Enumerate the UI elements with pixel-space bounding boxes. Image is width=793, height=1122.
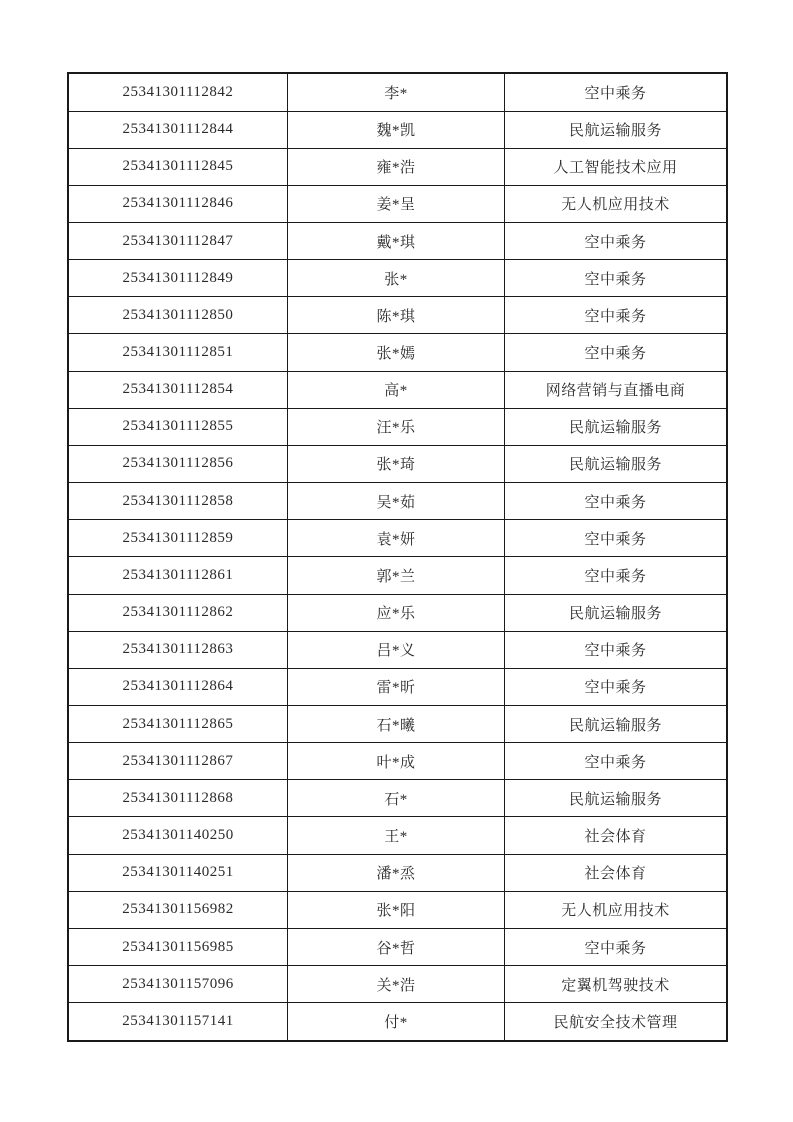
table-row [68, 817, 727, 854]
major-cell: 定翼机驾驶技术 [505, 966, 728, 1003]
candidate-id-cell: 25341301112861 [68, 557, 288, 594]
table-row [68, 73, 727, 111]
candidate-id-cell: 25341301112863 [68, 631, 288, 668]
candidate-id-cell: 25341301112849 [68, 260, 288, 297]
candidate-name-cell: 应*乐 [288, 594, 505, 631]
candidate-id-cell: 25341301112854 [68, 371, 288, 408]
candidate-name-cell: 魏*凯 [288, 111, 505, 148]
candidate-id-cell: 25341301112858 [68, 483, 288, 520]
major-cell: 空中乘务 [505, 743, 728, 780]
major-cell: 人工智能技术应用 [505, 148, 728, 185]
candidate-name-cell: 姜*呈 [288, 185, 505, 222]
candidate-id-cell: 25341301157096 [68, 966, 288, 1003]
major-cell: 空中乘务 [505, 520, 728, 557]
major-cell: 空中乘务 [505, 222, 728, 259]
candidate-name-cell: 叶*成 [288, 743, 505, 780]
table-row [68, 445, 727, 482]
table-row [68, 557, 727, 594]
table-row [68, 222, 727, 259]
major-cell: 空中乘务 [505, 668, 728, 705]
major-cell: 空中乘务 [505, 260, 728, 297]
candidate-name-cell: 袁*妍 [288, 520, 505, 557]
table-row [68, 371, 727, 408]
candidate-id-cell: 25341301112850 [68, 297, 288, 334]
candidate-id-cell: 25341301140250 [68, 817, 288, 854]
major-cell: 空中乘务 [505, 73, 728, 111]
candidate-name-cell: 李* [288, 73, 505, 111]
candidate-id-cell: 25341301140251 [68, 854, 288, 891]
table-row [68, 185, 727, 222]
table-row [68, 520, 727, 557]
major-cell: 民航运输服务 [505, 706, 728, 743]
major-cell: 社会体育 [505, 854, 728, 891]
table-row [68, 780, 727, 817]
candidate-id-cell: 25341301112842 [68, 73, 288, 111]
candidate-roster-table [67, 72, 728, 1042]
candidate-id-cell: 25341301112867 [68, 743, 288, 780]
candidate-name-cell: 汪*乐 [288, 408, 505, 445]
major-cell: 网络营销与直播电商 [505, 371, 728, 408]
table-row [68, 260, 727, 297]
major-cell: 民航安全技术管理 [505, 1003, 728, 1041]
table-row [68, 297, 727, 334]
table-row [68, 706, 727, 743]
candidate-name-cell: 王* [288, 817, 505, 854]
major-cell: 民航运输服务 [505, 445, 728, 482]
candidate-id-cell: 25341301112859 [68, 520, 288, 557]
candidate-id-cell: 25341301112845 [68, 148, 288, 185]
table-row [68, 408, 727, 445]
table-row [68, 111, 727, 148]
major-cell: 民航运输服务 [505, 594, 728, 631]
candidate-id-cell: 25341301157141 [68, 1003, 288, 1041]
candidate-name-cell: 谷*哲 [288, 928, 505, 965]
major-cell: 空中乘务 [505, 334, 728, 371]
candidate-name-cell: 陈*琪 [288, 297, 505, 334]
candidate-id-cell: 25341301156982 [68, 891, 288, 928]
candidate-id-cell: 25341301112844 [68, 111, 288, 148]
candidate-name-cell: 雷*昕 [288, 668, 505, 705]
table-row [68, 966, 727, 1003]
candidate-id-cell: 25341301112865 [68, 706, 288, 743]
table-row [68, 668, 727, 705]
candidate-name-cell: 付* [288, 1003, 505, 1041]
candidate-name-cell: 张*琦 [288, 445, 505, 482]
candidate-id-cell: 25341301112856 [68, 445, 288, 482]
major-cell: 民航运输服务 [505, 408, 728, 445]
candidate-id-cell: 25341301112846 [68, 185, 288, 222]
candidate-name-cell: 张*嫣 [288, 334, 505, 371]
major-cell: 无人机应用技术 [505, 185, 728, 222]
candidate-name-cell: 吕*义 [288, 631, 505, 668]
candidate-name-cell: 高* [288, 371, 505, 408]
candidate-name-cell: 关*浩 [288, 966, 505, 1003]
candidate-name-cell: 雍*浩 [288, 148, 505, 185]
candidate-name-cell: 潘*烝 [288, 854, 505, 891]
major-cell: 民航运输服务 [505, 780, 728, 817]
major-cell: 民航运输服务 [505, 111, 728, 148]
table-row [68, 1003, 727, 1041]
major-cell: 空中乘务 [505, 483, 728, 520]
table-row [68, 743, 727, 780]
candidate-id-cell: 25341301112855 [68, 408, 288, 445]
table-row [68, 928, 727, 965]
candidate-id-cell: 25341301112864 [68, 668, 288, 705]
table-row [68, 483, 727, 520]
major-cell: 社会体育 [505, 817, 728, 854]
candidate-name-cell: 张* [288, 260, 505, 297]
roster-table-body [68, 73, 727, 1041]
table-row [68, 854, 727, 891]
candidate-id-cell: 25341301112862 [68, 594, 288, 631]
candidate-name-cell: 吴*茹 [288, 483, 505, 520]
candidate-id-cell: 25341301156985 [68, 928, 288, 965]
candidate-id-cell: 25341301112868 [68, 780, 288, 817]
candidate-name-cell: 石* [288, 780, 505, 817]
major-cell: 空中乘务 [505, 928, 728, 965]
candidate-id-cell: 25341301112847 [68, 222, 288, 259]
candidate-id-cell: 25341301112851 [68, 334, 288, 371]
major-cell: 空中乘务 [505, 631, 728, 668]
table-row [68, 334, 727, 371]
table-row [68, 891, 727, 928]
candidate-name-cell: 郭*兰 [288, 557, 505, 594]
candidate-name-cell: 戴*琪 [288, 222, 505, 259]
table-row [68, 594, 727, 631]
major-cell: 空中乘务 [505, 557, 728, 594]
major-cell: 无人机应用技术 [505, 891, 728, 928]
major-cell: 空中乘务 [505, 297, 728, 334]
candidate-name-cell: 石*曦 [288, 706, 505, 743]
table-row [68, 148, 727, 185]
candidate-name-cell: 张*阳 [288, 891, 505, 928]
table-row [68, 631, 727, 668]
